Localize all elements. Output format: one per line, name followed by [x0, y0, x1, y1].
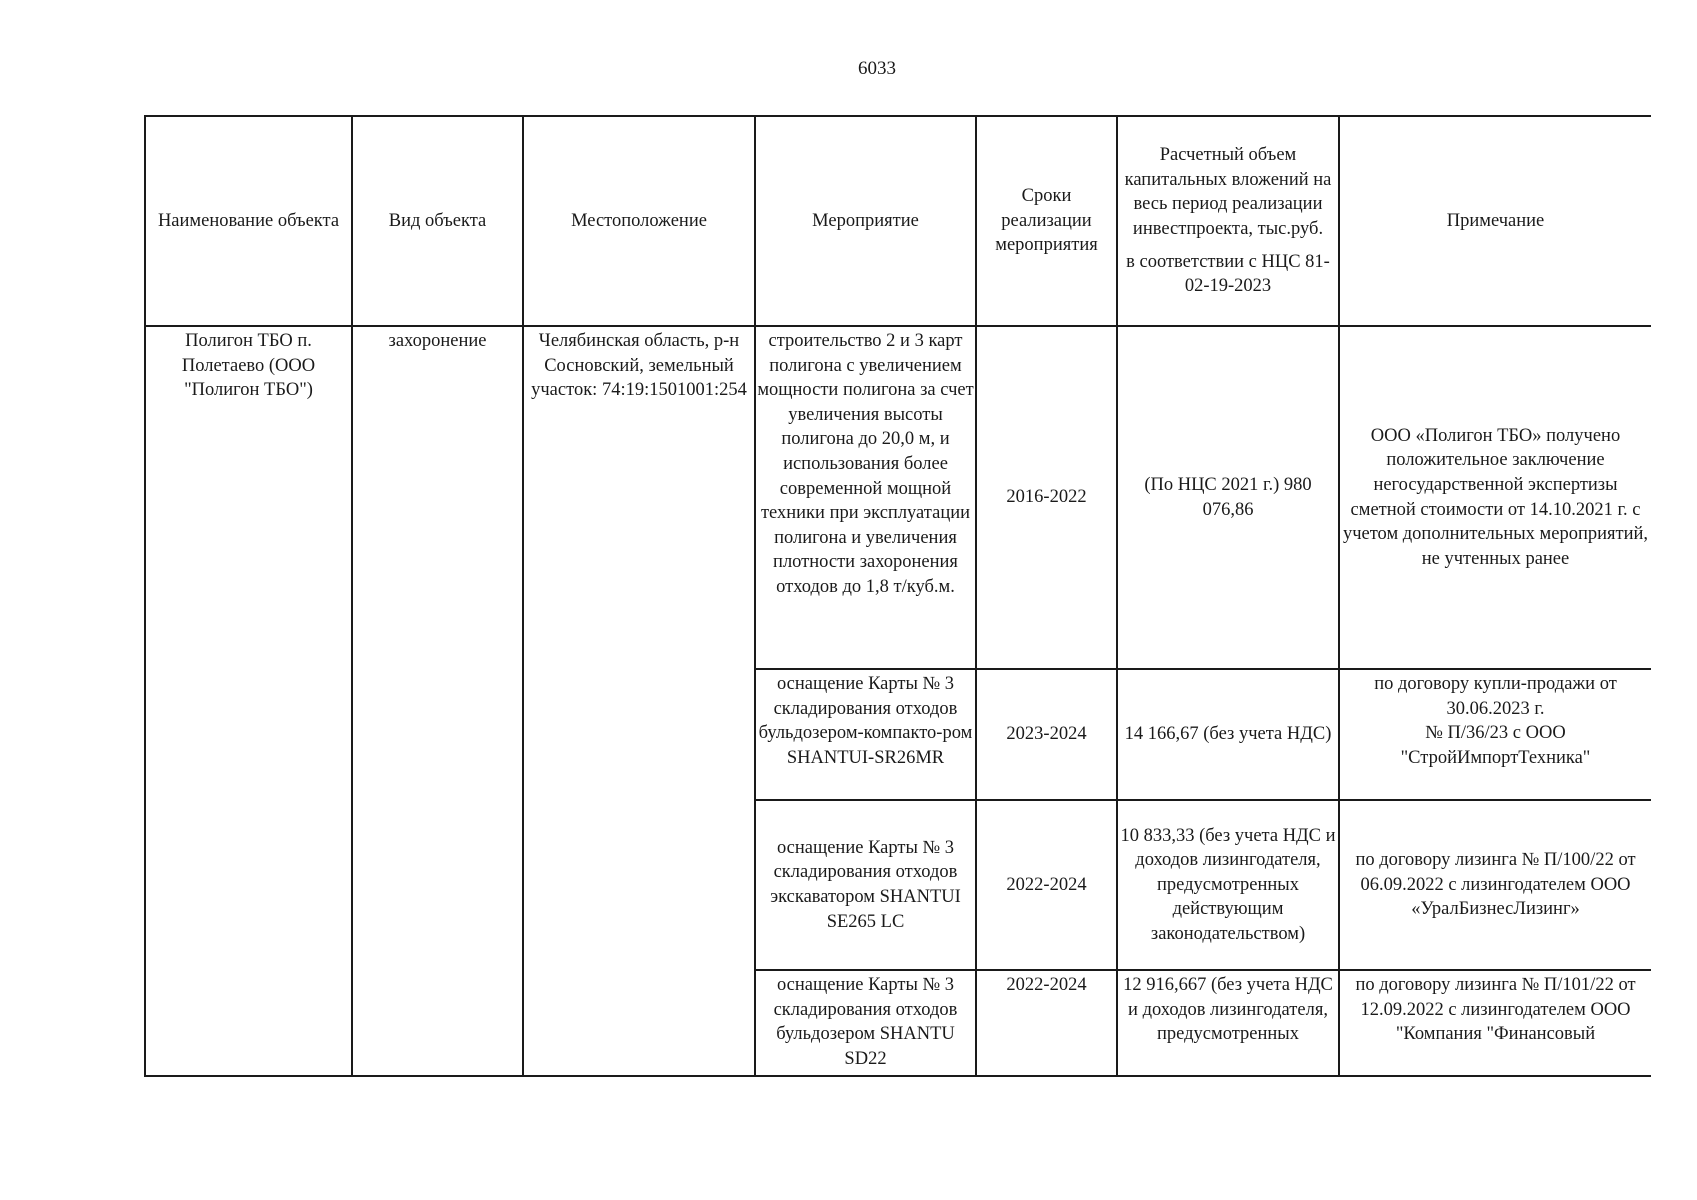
period-cell: 2022-2024 [976, 800, 1117, 970]
header-cost-standard: в соответствии с НЦС 81-02-19-2023 [1126, 251, 1330, 297]
header-measure: Мероприятие [755, 116, 976, 326]
header-cost-main: Расчетный объем капитальных вложений на весь период реализации инвестпроекта, тыс.руб. [1124, 145, 1332, 239]
period-cell: 2016-2022 [976, 326, 1117, 669]
cost-cell: (По НЦС 2021 г.) 980 076,86 [1117, 326, 1339, 669]
table-header-row [145, 116, 1651, 326]
note-cell: ООО «Полигон ТБО» получено положительное заключение негосударственной экспертизы сметной стоимости от 14.10.2021 г. с учетом дополнительных мероприятий, не учтенных ранее [1339, 326, 1651, 669]
note-line: № П/36/23 с ООО "СтройИмпортТехника" [1400, 723, 1591, 768]
object-name-cell: Полигон ТБО п. Полетаево (ООО "Полигон ТБО") [145, 326, 352, 1076]
note-cell: по договору лизинга № П/100/22 от 06.09.2022 с лизингодателем ООО «УралБизнесЛизинг» [1339, 800, 1651, 970]
header-period: Сроки реализации мероприятия [976, 116, 1117, 326]
header-location: Местоположение [523, 116, 755, 326]
page-number: 6033 [858, 58, 896, 79]
investment-table [144, 115, 1651, 1077]
measure-cell: оснащение Карты № 3 складирования отходов бульдозером SHANTU SD22 [755, 970, 976, 1076]
cost-cell: 10 833,33 (без учета НДС и доходов лизингодателя, предусмотренных действующим законодательством) [1117, 800, 1339, 970]
header-cost [1117, 116, 1339, 326]
cost-cell: 12 916,667 (без учета НДС и доходов лизингодателя, предусмотренных [1117, 970, 1339, 1076]
table-row [145, 326, 1651, 669]
measure-cell: оснащение Карты № 3 складирования отходов экскаватором SHANTUI SE265 LC [755, 800, 976, 970]
note-line: по договору купли-продажи от 30.06.2023 г. [1374, 674, 1617, 719]
period-cell: 2023-2024 [976, 669, 1117, 800]
note-cell: по договору лизинга № П/101/22 от 12.09.2022 с лизингодателем ООО "Компания "Финансовый [1339, 970, 1651, 1076]
cost-cell: 14 166,67 (без учета НДС) [1117, 669, 1339, 800]
note-cell [1339, 669, 1651, 800]
header-note: Примечание [1339, 116, 1651, 326]
measure-cell: строительство 2 и 3 карт полигона с увеличением мощности полигона за счет увеличения высоты полигона до 20,0 м, и использования более современной мощной техники при эксплуатации полигона и увеличения плотности захоронения отходов до 1,8 т/куб.м. [755, 326, 976, 669]
header-object-name: Наименование объекта [145, 116, 352, 326]
object-location-cell: Челябинская область, р-н Сосновский, земельный участок: 74:19:1501001:254 [523, 326, 755, 1076]
header-object-type: Вид объекта [352, 116, 523, 326]
measure-cell: оснащение Карты № 3 складирования отходов бульдозером-компакто-ром SHANTUI-SR26MR [755, 669, 976, 800]
period-cell: 2022-2024 [976, 970, 1117, 1076]
object-type-cell: захоронение [352, 326, 523, 1076]
